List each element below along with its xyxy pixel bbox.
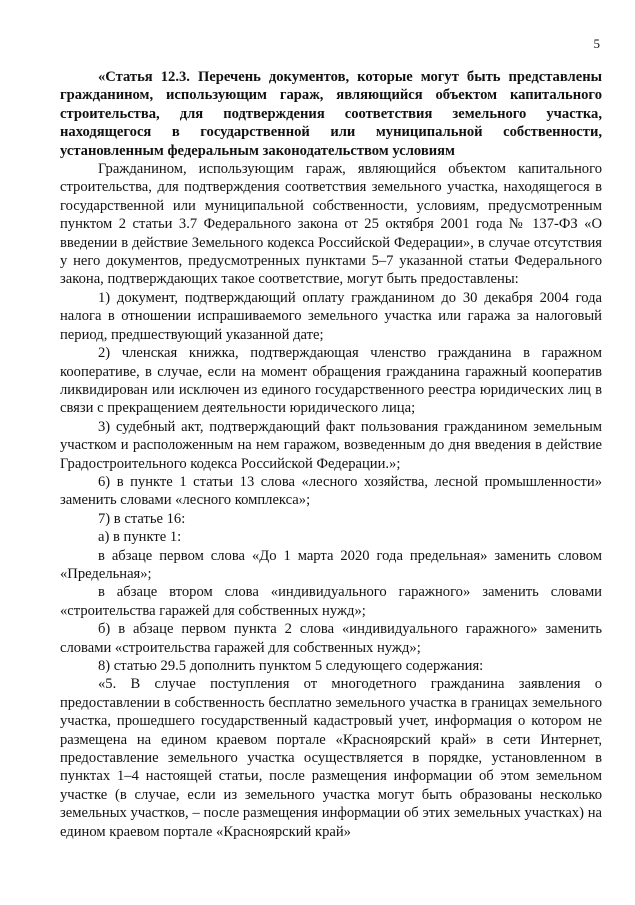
amendment-item: 7) в статье 16: <box>98 510 186 527</box>
amendment-item: 8) статью 29.5 дополнить пунктом 5 следующего содержания: <box>98 658 484 674</box>
amendment-text: в абзаце втором слова «индивидуального гаражного» заменить словами «строительства гаражей для собственных нужд»; <box>60 584 602 619</box>
amendment-text: в абзаце первом слова «До 1 марта 2020 года предельная» заменить словом «Предельная»; <box>60 547 602 582</box>
article-heading: «Статья 12.3. Перечень документов, которые могут быть представлены гражданином, использующим гараж, являющийся объектом капитального строительства, для подтверждения соответствия земельного участка, находящегося в государственной или муниципальной собственности, установленным федеральным законодательством условиям <box>60 69 602 159</box>
amendment-subitem: б) в абзаце первом пункта 2 слова «индивидуального гаражного» заменить словами «строительства гаражей для собственных нужд»; <box>60 621 602 656</box>
paragraph: Гражданином, использующим гараж, являющийся объектом капитального строительства, для подтверждения соответствия земельного участка, находящегося в государственной или муниципальной собственности, условиям, предусмотренным пунктом 2 статьи 3.7 Федерального закона от 25 октября 2001 года № 137-ФЗ «О введении в действие Земельного кодекса Российской Федерации», в случае отсутствия у него документов, предусмотренных пунктами 5–7 указанной статьи Федерального закона, подтверждающих такое соответствие, могут быть предоставлены: <box>60 161 602 288</box>
document-body <box>60 68 602 841</box>
amendment-text: «5. В случае поступления от многодетного гражданина заявления о предоставлении в собственность бесплатно земельного участка в границах земельного участка, прошедшего государственный кадастровый учет, информация о котором не размещена на едином краевом портале «Красноярский край» в сети Интернет, предоставление земельного участка осуществляется в порядке, установленном в пунктах 1–4 настоящей статьи, после размещения информации об этом земельном участке (в случае, если из земельного участка могут быть образованы несколько земельных участков, – после размещения информации об этих земельных участках) на едином краевом портале «Красноярский край» <box>60 676 602 840</box>
amendment-item: 6) в пункте 1 статьи 13 слова «лесного хозяйства, лесной промышленности» заменить словами «лесного комплекса»; <box>60 473 602 509</box>
page-number: 5 <box>593 36 600 51</box>
amendment-subitem: а) в пункте 1: <box>98 529 182 546</box>
list-item: 1) документ, подтверждающий оплату гражданином до 30 декабря 2004 года налога в отношении испрашиваемого земельного участка или гаража за налоговый период, предшествующий указанной дате; <box>60 289 602 343</box>
list-item: 3) судебный акт, подтверждающий факт пользования гражданином земельным участком и расположенным на нем гаражом, возведенным до дня введения в действие Градостроительного кодекса Российской Федерации.»; <box>60 418 602 472</box>
list-item: 2) членская книжка, подтверждающая членство гражданина в гаражном кооперативе, в случае, если на момент обращения гражданина гаражный кооператив ликвидирован или исключен из единого государственного реестра юридических лиц в связи с прекращением деятельности юридического лица; <box>60 345 602 417</box>
